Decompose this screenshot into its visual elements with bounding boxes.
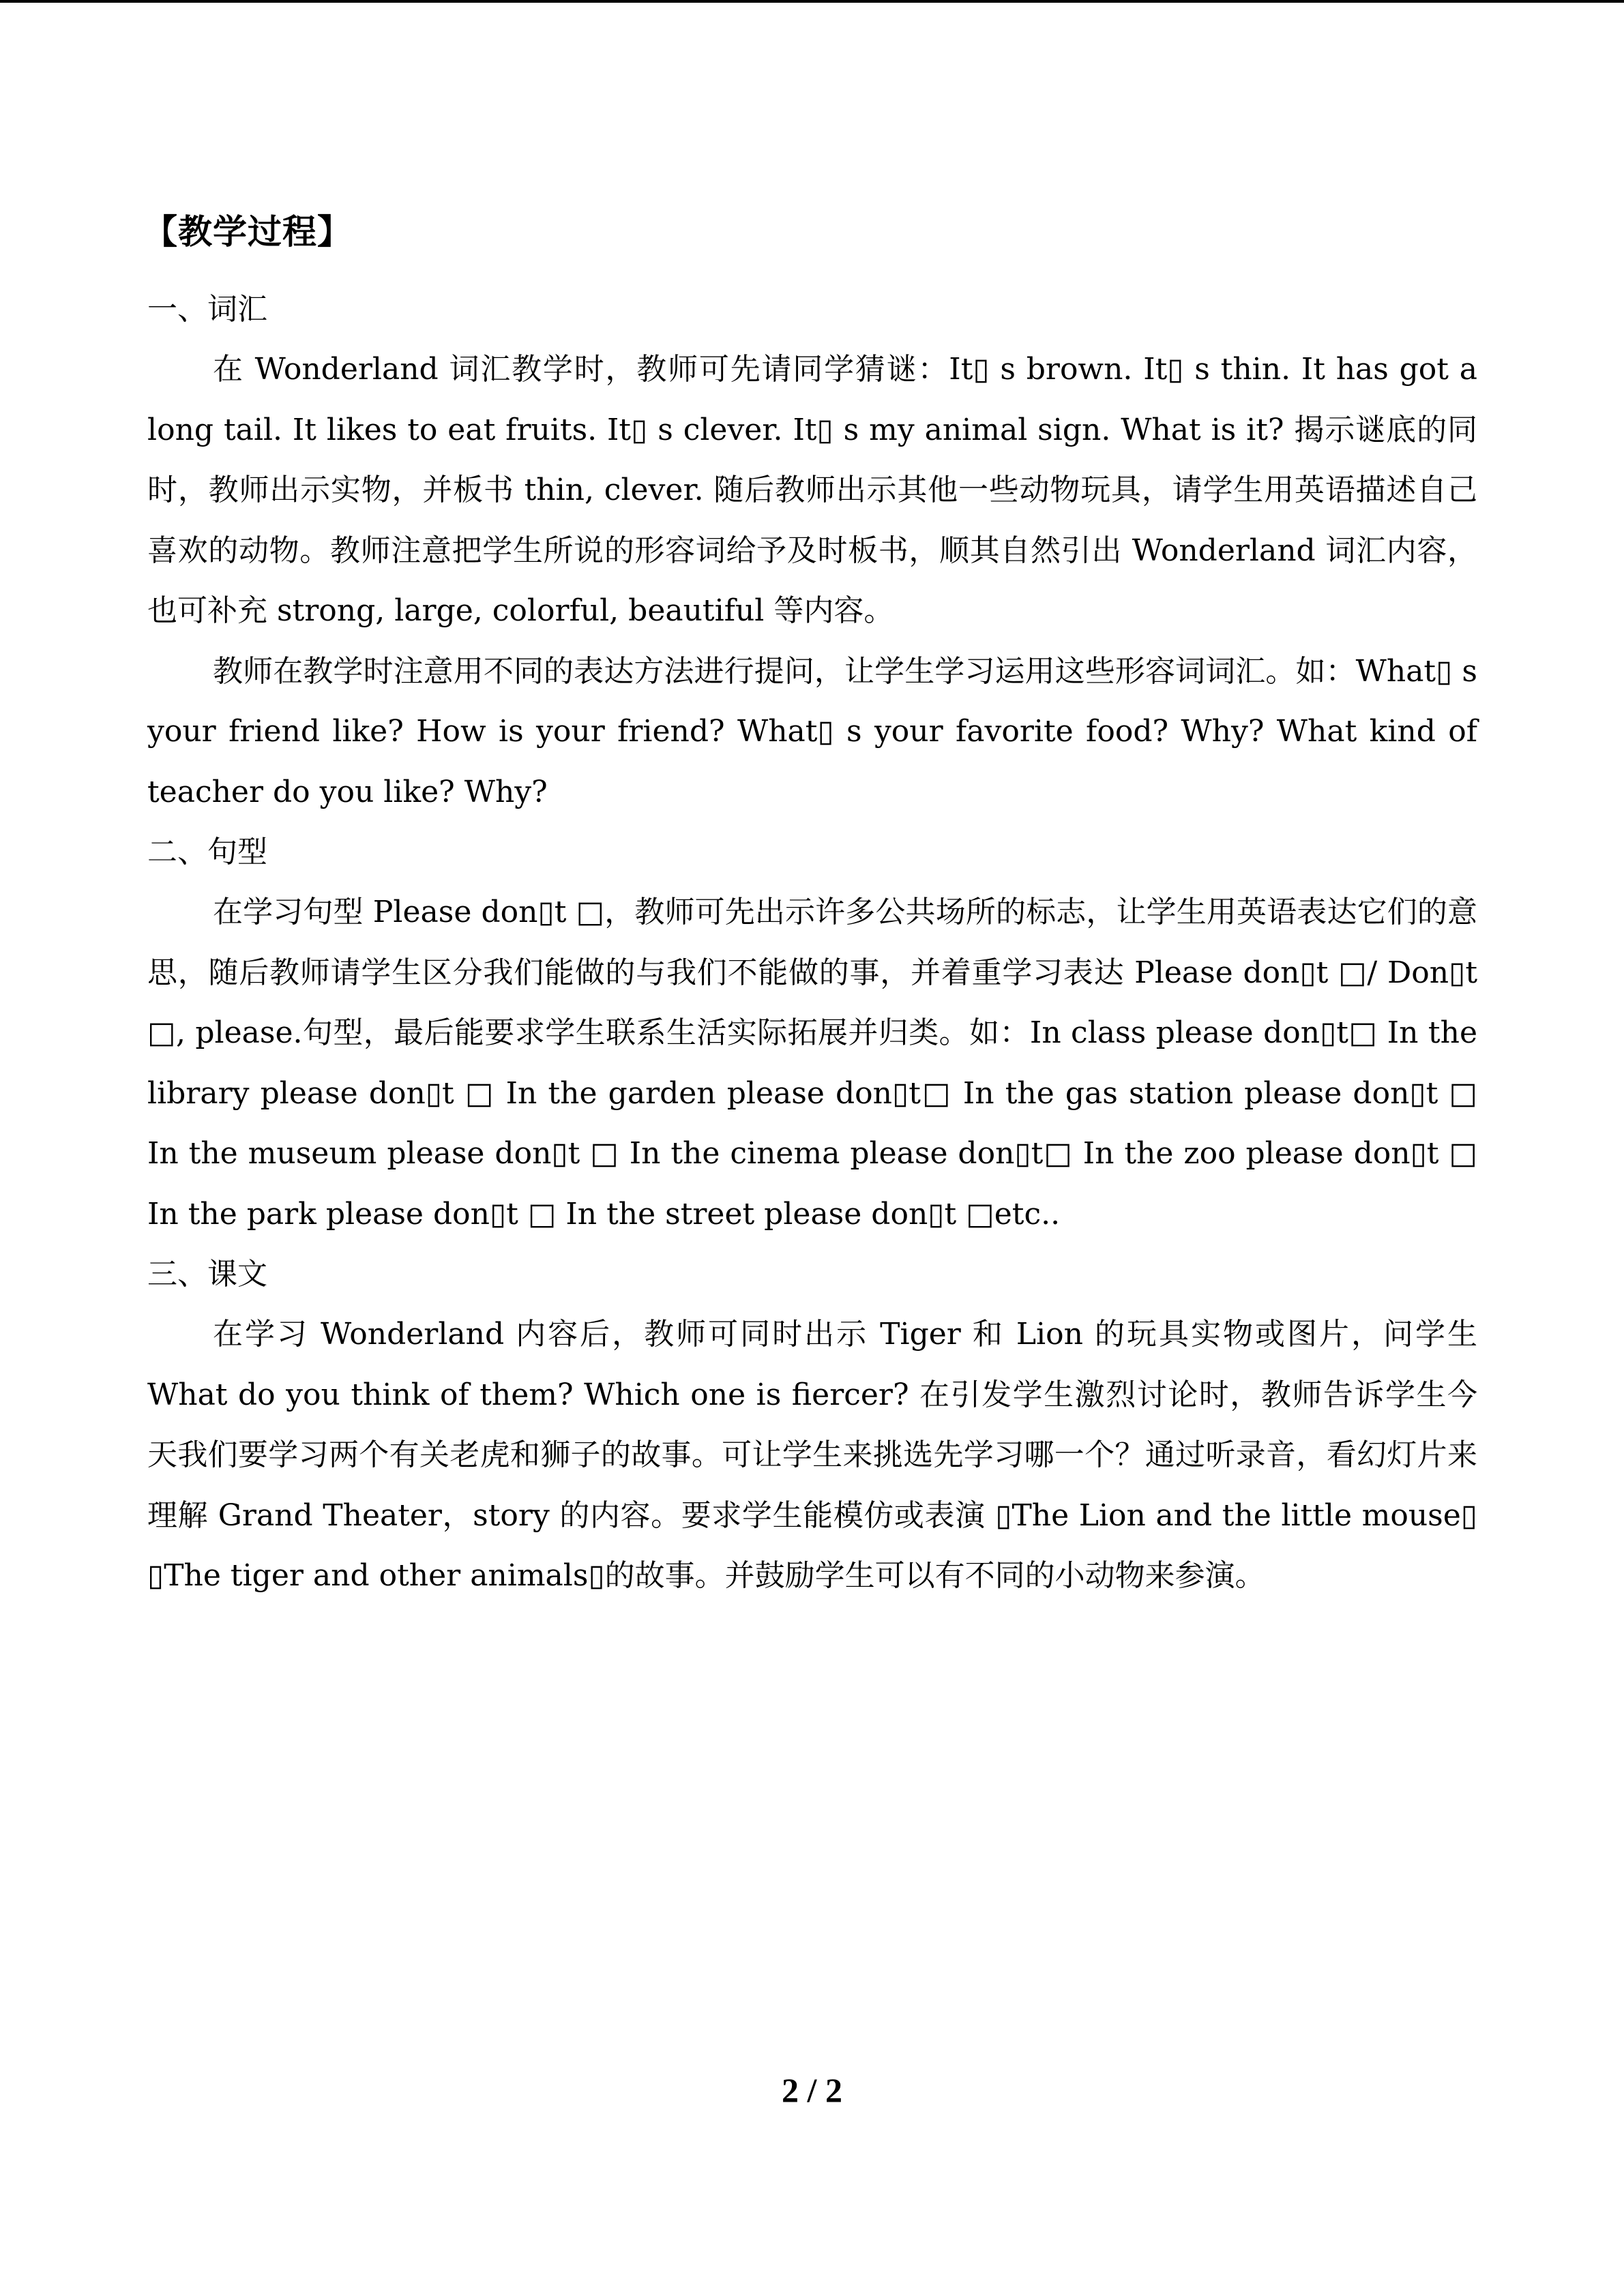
document-title: 【教学过程】: [143, 212, 352, 252]
page-top-border: [0, 0, 1624, 3]
paragraph-vocabulary-1: 在 Wonderland 词汇教学时，教师可先请同学猜谜：It▯ s brown. It▯ s thin. It has got a long tail. It likes to eat fruits. It▯ s clever. It▯ s my animal sign. What is it? 揭示谜底的同时，教师出示实物，并板书 thin, clever. 随后教师出示其他一些动物玩具，请学生用英语描述自己喜欢的动物。教师注意把学生所说的形容词给予及时板书，顺其自然引出 Wonderland 词汇内容，也可补充 strong, large, colorful, beautiful 等内容。: [147, 352, 1477, 628]
section-heading-vocabulary: 一、词汇: [147, 292, 267, 327]
section-heading-sentence-patterns: 二、句型: [147, 835, 267, 869]
section-text: [147, 1244, 1477, 1607]
paragraph-sentence-patterns-1: 在学习句型 Please don▯t □，教师可先出示许多公共场所的标志，让学生用英语表达它们的意思，随后教师请学生区分我们能做的与我们不能做的事，并着重学习表达 Please don▯t □/ Don▯t □, please.句型，最后能要求学生联系生活实际拓展并归类。如：In class please don▯t□ In the library please don▯t □ In the garden please don▯t□ In the gas station please don▯t □ In the museum please don▯t □ In the cinema please don▯t□ In the zoo please don▯t □ In the park please don▯t □ In the street please don▯t □etc..: [147, 895, 1477, 1232]
section-sentence-patterns: [147, 822, 1477, 1244]
page-number: 2 / 2: [782, 2071, 842, 2109]
paragraph-vocabulary-2: 教师在教学时注意用不同的表达方法进行提问，让学生学习运用这些形容词词汇。如：What▯ s your friend like? How is your friend? What▯ s your favorite food? Why? What kind of teacher do you like? Why?: [147, 653, 1477, 809]
document-body: [143, 205, 1477, 1607]
section-vocabulary: [147, 280, 1477, 822]
paragraph-text-1: 在学习 Wonderland 内容后，教师可同时出示 Tiger 和 Lion 的玩具实物或图片，问学生 What do you think of them? Which one is fiercer? 在引发学生激烈讨论时，教师告诉学生今天我们要学习两个有关老虎和狮子的故事。可让学生来挑选先学习哪一个？通过听录音，看幻灯片来理解 Grand Theater，story 的内容。要求学生能模仿或表演 ▯The Lion and the little mouse▯ ▯The tiger and other animals▯的故事。并鼓励学生可以有不同的小动物来参演。: [147, 1317, 1477, 1593]
section-heading-text: 三、课文: [147, 1257, 267, 1292]
